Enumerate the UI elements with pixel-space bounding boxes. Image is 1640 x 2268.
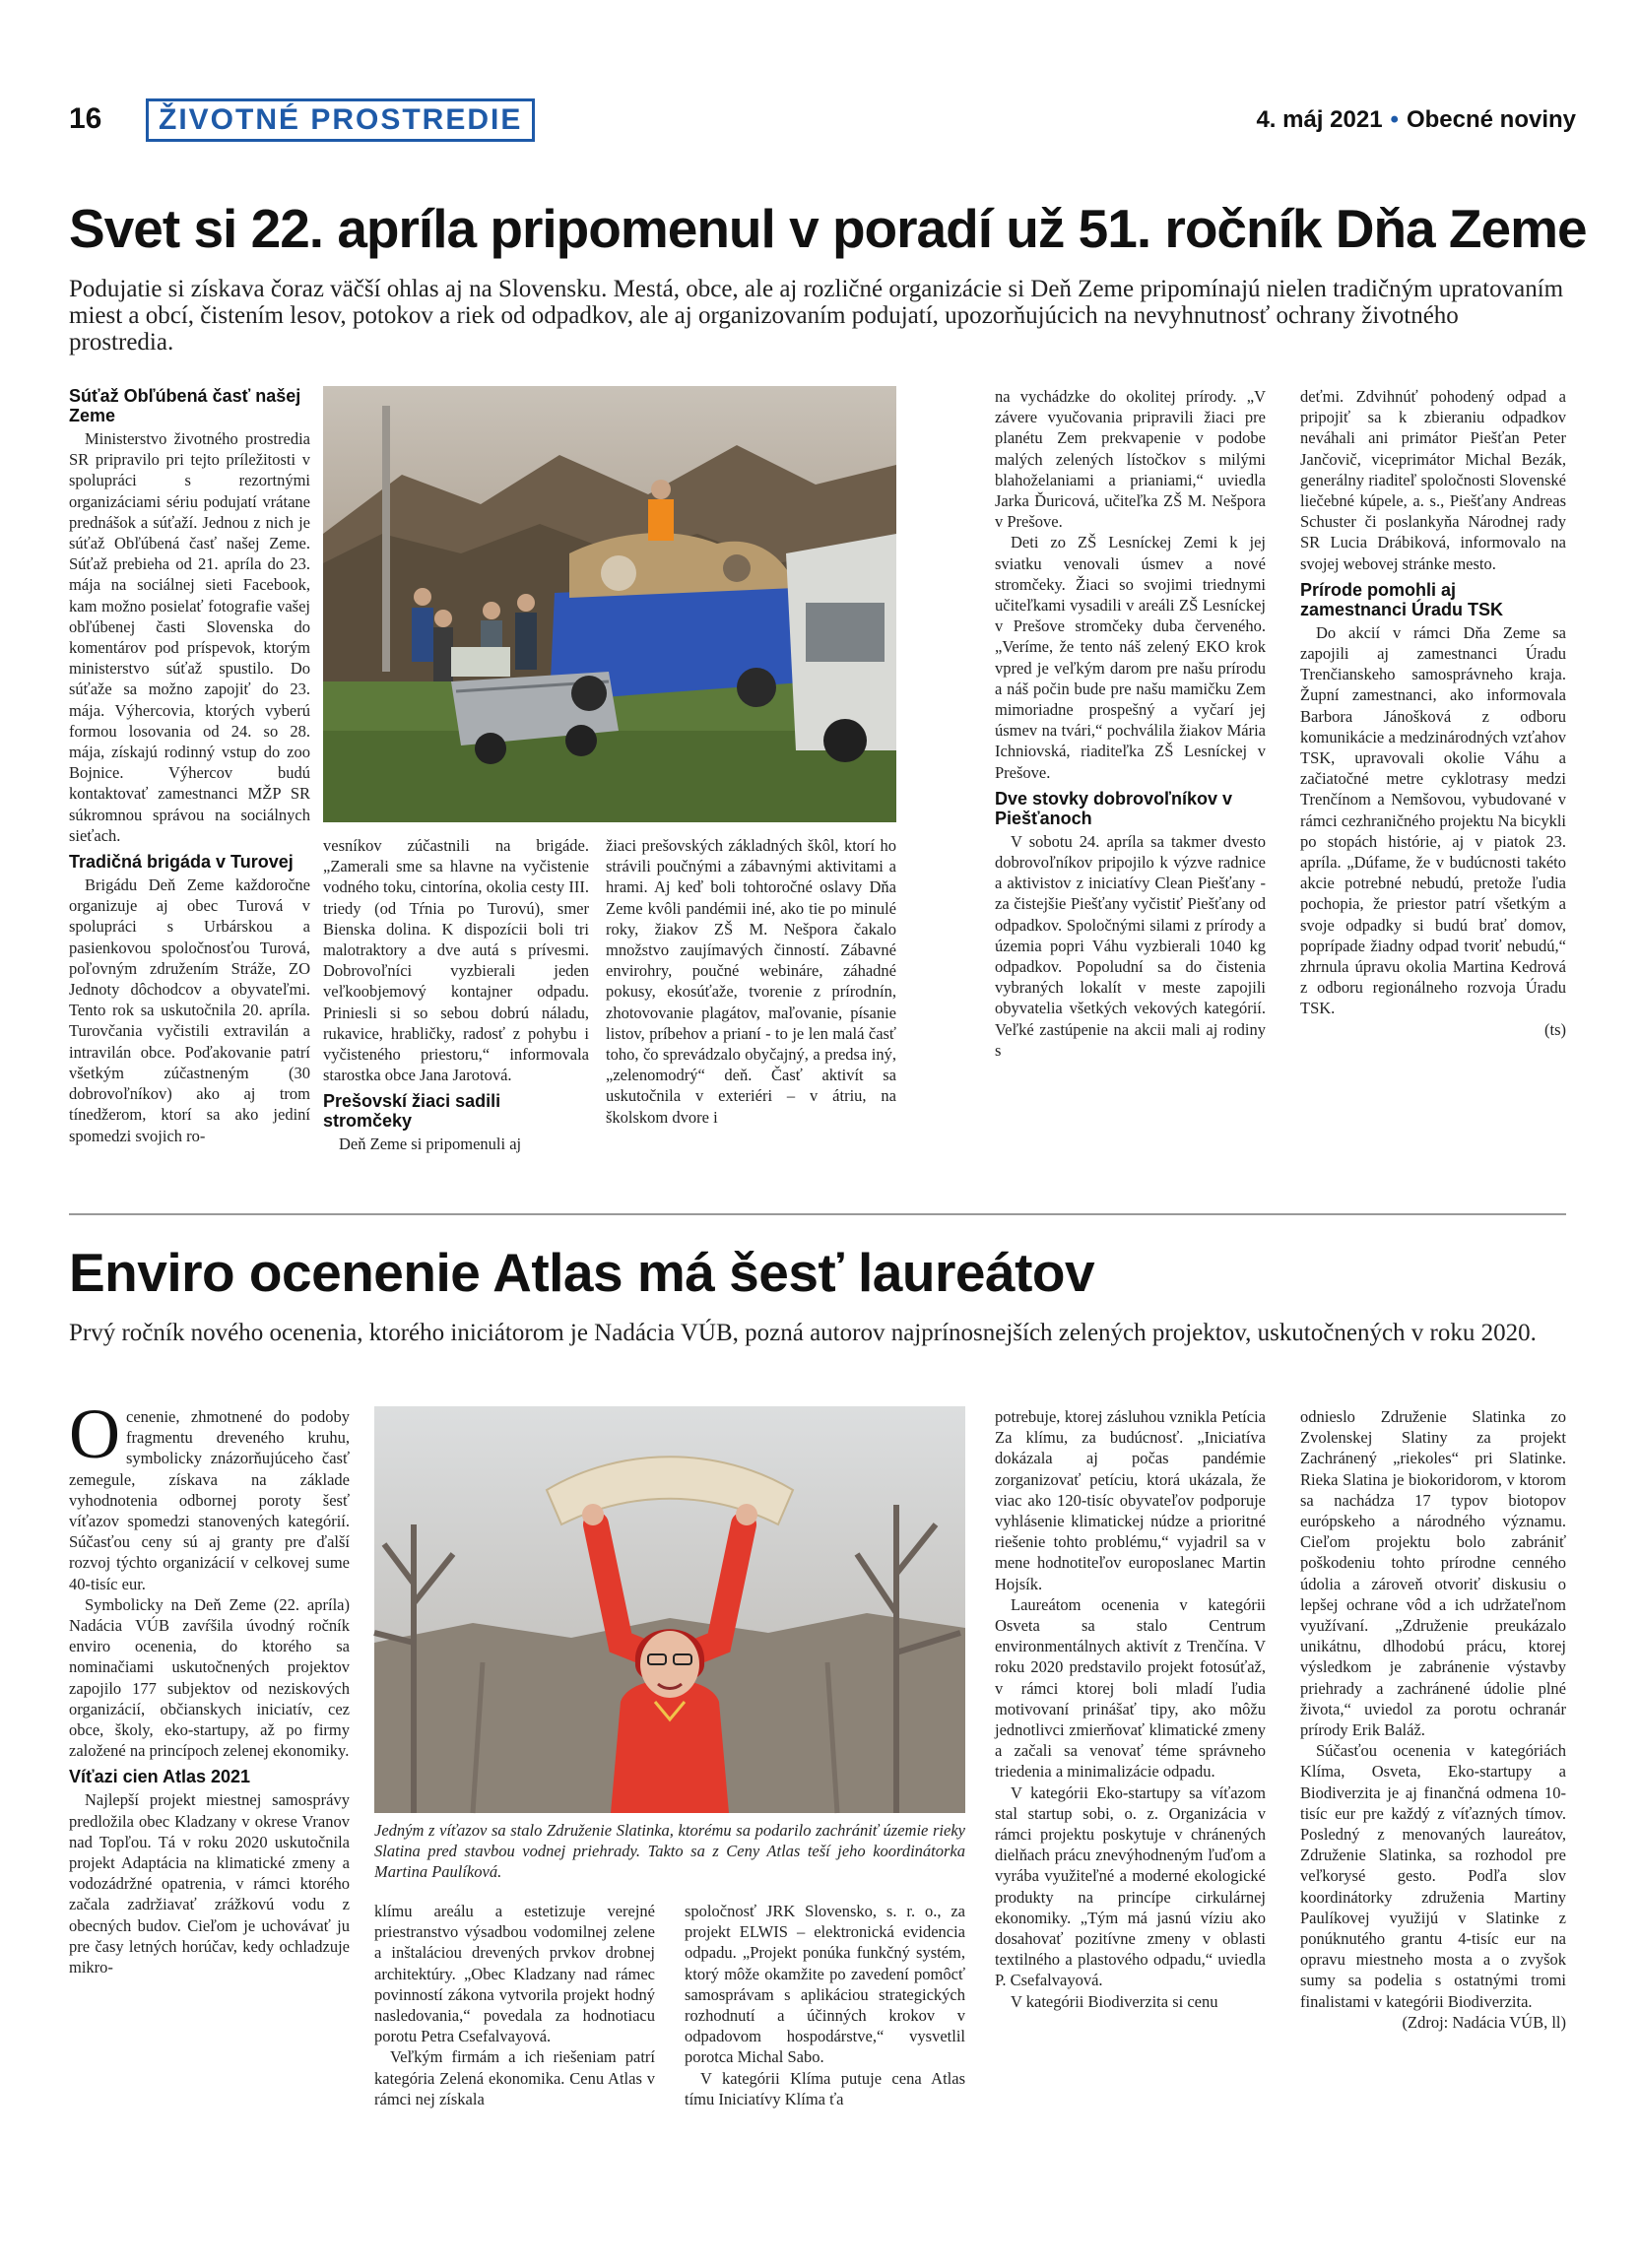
subheading: Víťazi cien Atlas 2021 <box>69 1767 251 1787</box>
paragraph-text: cenenie, zhmotnené do podoby fragmentu dreveného kruhu, symbolicky znázorňujúceho časť zemegule, získava na základe vyhodnotenia odbornej poroty šesť víťazov spomedzi stanovených kategórií. Súčasťou ceny sú aj granty pre ďalší rozvoj týchto organizácií v celkovej sume 40-tisíc eur. <box>69 1407 350 1593</box>
paragraph: vesníkov zúčastnili na brigáde. „Zamerali sme sa hlavne na vyčistenie vodného toku, cintorína, okolia cesty III. triedy (od Tŕnia po Turovú), smer Bienska dolina. K dispozícii boli tri malotraktory a dve autá s prívesmi. Dobrovoľníci vyzbierali jeden veľkoobjemový kontajner odpadu. Priniesli si so sebou dobrú náladu, rukavice, hrabličky, radosť z pohybu i vyčisteného priestoru,“ informovala starostka obce Jana Jarotová. <box>323 836 589 1085</box>
subheading: Dve stovky dobrovoľníkov v Piešťanoch <box>995 788 1233 828</box>
article1-column-1 <box>69 386 310 1203</box>
article1-column-4 <box>995 386 1266 1203</box>
paragraph: Symbolicky na Deň Zeme (22. apríla) Nadácia VÚB zavŕšila úvodný ročník enviro ocenenia, do ktorého sa nominačiami uskutočnených projektov zapojilo 177 subjektov od neziskových organizácií, občianskych iniciatív, cez obce, školy, eko-startupy, až po firmy založené na princípoch zelenej ekonomiky. <box>69 1594 350 1761</box>
article2-lede: Prvý ročník nového ocenenia, ktorého iniciátorom je Nadácia VÚB, pozná autorov najprínosnejších zelených projektov, uskutočnených v roku 2020. <box>69 1320 1537 1346</box>
article2-signature: (Zdroj: Nadácia VÚB, ll) <box>1402 2012 1566 2032</box>
paragraph: Súčasťou ocenenia v kategóriách Klíma, Osveta, Eko-startupy a Biodiverzita je aj finančná odmena 10-tisíc eur pre každý z víťazných tímov. Posledný z menovaných laureátov, Združenie Slatinka, sa rozhodol pre veľkorysé gesto. Podľa slov koordinátorky združenia Martiny Paulíkovej využijú v Slatinke z ponúknutého grantu 4-tisíc eur na opravu miestneho mosta a o zvyšok sumy sa podelia s ostatnými tromi finalistami v kategórii Biodiverzita. <box>1300 1741 1566 2011</box>
paragraph: žiaci prešovských základných škôl, ktorí ho strávili poučnými a zábavnými aktivitami a hrami. Aj keď boli tohtoročné oslavy Dňa Zeme kvôli pandémii iné, ako tie po minulé roky, žiakov ZŠ M. Nešpora čakalo množstvo zaujímavých činností. Zábavné envirohry, poučné webináre, záhadné pokusy, ekosúťaže, tvorenie z prírodnín, zhotovovanie plagátov, maľovanie, písanie listov, príbehov a prianí - to je len malá časť toho, čo sprevádzalo obyčajný, a predsa iný, „zelenomodrý“ deň. Časť aktivít sa uskutočnila v exteriéri – v átriu, na školskom dvore i <box>606 836 896 1127</box>
article1-signature: (ts) <box>1544 1019 1566 1039</box>
section-label: ŽIVOTNÉ PROSTREDIE <box>146 98 535 142</box>
article2-column-2 <box>374 1901 655 2108</box>
paragraph: Deň Zeme si pripomenuli aj <box>339 1134 522 1154</box>
paragraph: V sobotu 24. apríla sa takmer dvesto dobrovoľníkov pripojilo k výzve radnice a aktivistov z iniciatívy Clean Piešťany - za čistejšie Piešťany vyčistiť Piešťany od odpadkov. Spoločnými silami z prírody a územia popri Váhu vyzbierali 1040 kg odpadkov. Popoludní sa do čistenia vybraných lokalít v meste zapojili obyvatelia všetkých vekových kategórií. Veľké zastúpenie na akcii mali aj rodiny s <box>995 831 1266 1060</box>
article2-headline: Enviro ocenenie Atlas má šesť laureátov <box>69 1242 1095 1303</box>
issue-separator: • <box>1390 106 1399 133</box>
paragraph: Veľkým firmám a ich riešeniam patrí kategória Zelená ekonomika. Cenu Atlas v rámci nej získala <box>374 2047 655 2108</box>
paragraph: Deti zo ZŠ Lesníckej Zemi k jej sviatku venovali úsmev a nové stromčeky. Žiaci so svojimi triednymi učiteľkami vysadili v areáli ZŠ Lesníckej v Prešove stromčeky duba červeného. „Veríme, že tento náš zelený EKO krok vpred je veľkým darom pre našu prírodu a náš počin bude pre našu mamičku Zem mimoriadne prospešný a vyčarí jej úsmev na tvári,“ pochválila žiakov Mária Ichniovská, riaditeľka ZŠ Lesníckej v Prešove. <box>995 533 1266 782</box>
publication-name: Obecné noviny <box>1406 106 1576 133</box>
paragraph: potrebuje, ktorej zásluhou vznikla Petícia Za klímu, za budúcnosť. „Iniciatíva dokázala aj počas pandémie zorganizovať petíciu, ktorá ukázala, že viac ako 120-tisíc obyvateľov podporuje vyhlásenie klimatickej núdze a prioritné riešenie tohto problému,“ vyjadril sa v mene hodnotiteľov europoslanec Martin Hojsík. <box>995 1407 1266 1593</box>
paragraph: klímu areálu a estetizuje verejné priestranstvo výsadbou vodomilnej zelene a inštaláciou drevených prvkov drobnej architektúry. „Obec Kladzany nad rámec povinností zákona vytvorila projekt hodný nasledovania,“ povedala za hodnotiacu porotu Petra Csefalvayová. <box>374 1902 655 2046</box>
paragraph: Brigádu Deň Zeme každoročne organizuje aj obec Turová v spolupráci s Urbárskou a pasienkovou spoločnosťou Turová, poľovným združením Stráže, ZO Jednoty dôchodcov a obyvateľmi. Tento rok sa uskutočnila 20. apríla. Turovčania vyčistili extravilán a intravilán obce. Poďakovanie patrí všetkým zúčastneným (30 dobrovoľníkov) ako aj trom tínedžerom, ktorí sa ako jediní spomedzi svojich ro- <box>69 875 310 1145</box>
paragraph: odnieslo Združenie Slatinka zo Zvolenskej Slatiny za projekt Zachránený „riekoles“ pri Slatinke. Rieka Slatina je biokoridorom, v ktorom sa nachádza 17 typov biotopov európskeho a národného významu. Cieľom projektu bolo zabrániť poškodeniu tohto prírodne cenného údolia a zároveň otvoriť diskusiu o lepšej ochrane vôd a ich udržateľnom využívaní. „Združenie preukázalo unikátnu, dlhodobú prácu, ktorej výsledkom je zabránenie výstavby priehrady a zachránené údolie plné života,“ uviedol za porotu ochranár prírody Erik Baláž. <box>1300 1407 1566 1740</box>
cleanup-trailer-photo <box>323 386 896 822</box>
paragraph: spoločnosť JRK Slovensko, s. r. o., za projekt ELWIS – elektronická evidencia odpadu. „Projekt ponúka funkčný systém, ktorý môže okamžite po zavedení pomôcť samosprávam s aplikáciou strategických rozhodnutí a účinných krokov v odpadovom hospodárstve,“ vysvetlil porotca Michal Sabo. <box>685 1902 965 2067</box>
paragraph <box>69 1394 350 1594</box>
paragraph: V kategórii Eko-startupy sa víťazom stal startup sobi, o. z. Organizácia v rámci projektu poskytuje v chránených dielňach prácu znevýhodneným ľuďom a vyrába využiteľné a moderné ekologické produkty na princípe cirkulárnej ekonomiky. „Tým má jasnú víziu ako dosahovať pozitívne zmeny v oblasti textilného a plastového odpadu,“ uviedla P. Csefalvayová. <box>995 1782 1266 1990</box>
drop-cap: O <box>69 1394 120 1473</box>
article2-column-4 <box>995 1406 1266 2096</box>
page-number: 16 <box>69 102 102 135</box>
paragraph: Ministerstvo životného prostredia SR pripravilo pri tejto príležitosti v spolupráci s rezortnými organizáciami sériu podujatí vrátane prednášok a súťaží. Jednou z nich je súťaž Obľúbená časť našej Zeme. Súťaž prebieha od 21. apríla do 23. mája na sociálnej sieti Facebook, kam možno posielať fotografie vašej obľúbenej časti Slovenska do komentárov pod príspevok, ktorým ministerstvo súťaž spustilo. Do súťaže sa možno zapojiť do 23. mája. Výhercovia, ktorých vyberú formou losovania od 24. so 28. mája, získajú rodinný vstup do zoo Bojnice. Výhercov budú kontaktovať zamestnanci MŽP SR súkromnou správou na sociálnych sieťach. <box>69 429 310 845</box>
issue-info <box>1256 106 1576 134</box>
atlas-award-photo <box>374 1406 965 1813</box>
paragraph: na vychádzke do okolitej prírody. „V závere vyučovania pripravili žiaci pre planétu Zem prekvapenie v podobe malých zelených lístočkov s milými blahoželaniami a prianiami,“ uviedla Jarka Ďuricová, učiteľka ZŠ M. Nešpora v Prešove. <box>995 387 1266 532</box>
article2-column-5 <box>1300 1406 1566 2096</box>
article1-headline: Svet si 22. apríla pripomenul v poradí už 51. ročník Dňa Zeme <box>69 198 1587 259</box>
paragraph: Laureátom ocenenia v kategórii Osveta sa stalo Centrum environmentálnych aktivít z Trenčína. V roku 2020 predstavilo projekt fotosúťaž, v rámci ktorej boli mladí ľudia motivovaní prinášať tipy, ako môžu jednotlivci zmierňovať klimatické zmeny a začali sa venovať téme správneho triedenia a minimalizácie odpadu. <box>995 1594 1266 1782</box>
issue-date: 4. máj 2021 <box>1256 106 1383 133</box>
page-header <box>69 98 1576 146</box>
subheading: Tradičná brigáda v Turovej <box>69 852 294 873</box>
subheading: Súťaž Obľúbená časť našej Zeme <box>69 386 301 425</box>
photo-caption: Jedným z víťazov sa stalo Združenie Slatinka, ktorému sa podarilo zachrániť územie rieky Slatina pred stavbou vodnej priehrady. Takto sa z Ceny Atlas teší jeho koordinátorka Martina Paulíková. <box>374 1821 965 1881</box>
paragraph: Do akcií v rámci Dňa Zeme sa zapojili aj zamestnanci Úradu Trenčianskeho samosprávneho kraja. Župní zamestnanci, ako informovala Barbora Jánošková z odboru komunikácie a medzinárodných vzťahov TSK, upravovali okolie Váhu a začiatočné metre cyklotrasy medzi Trenčínom a Nemšovou, vybudované v rámci cezhraničného projektu Na bicykli po stopách histórie, aj v piatok 23. apríla. „Dúfame, že v budúcnosti takéto akcie potrebné nebudú, pretože ľudia pochopia, že priestor patrí všetkým a svoje odpadky si budú brať domov, poprípade žiadny odpad tvoriť nebudú,“ zhrnula úpravu okolia Martina Kedrová z odboru regionálneho rozvoja Úradu TSK. <box>1300 622 1566 1018</box>
article1-column-3 <box>606 835 896 1204</box>
subheading: Prírode pomohli aj zamestnanci Úradu TSK <box>1300 579 1504 619</box>
paragraph: V kategórii Biodiverzita si cenu <box>1011 1991 1218 2011</box>
article1-column-5 <box>1300 386 1566 1203</box>
article2-column-1 <box>69 1394 350 2096</box>
article1-lede: Podujatie si získava čoraz väčší ohlas aj na Slovensku. Mestá, obce, ale aj rozličné organizácie si Deň Zeme pripomínajú nielen tradičným upratovaním miest a obcí, čistením lesov, potokov a riek od odpadkov, ale aj organizovaním podujatí, upozorňujúcich na nevyhnutnosť ochrany životného prostredia. <box>69 276 1564 356</box>
paragraph: Najlepší projekt miestnej samosprávy predložila obec Kladzany v okrese Vranov nad Topľou. Tá v roku 2020 uskutočnila projekt Adaptácia na klimatické zmeny a vodozádržné opatrenia, v rámci ktorého začala zadržiavať zrážkovú vodu z obecných budov. Cieľom je uchovávať ju pre časy letných horúčav, kedy ochladzuje mikro- <box>69 1790 350 1977</box>
article1-column-2 <box>323 835 589 1204</box>
paragraph: deťmi. Zdvihnúť pohodený odpad a pripojiť sa k zbieraniu odpadkov neváhali ani primátor Piešťan Peter Jančovič, viceprimátor Michal Bezák, generálny riaditeľ spoločnosti Slovenské liečebné kúpele, a. s., Piešťany Andreas Schuster či poslankyňa Národnej rady SR Lucia Drábiková, informovalo na svojej webovej stránke mesto. <box>1300 387 1566 573</box>
subheading: Prešovskí žiaci sadili stromčeky <box>323 1091 501 1132</box>
paragraph: V kategórii Klíma putuje cena Atlas tímu Iniciatívy Klíma ťa <box>685 2068 965 2108</box>
article2-column-3 <box>685 1901 965 2108</box>
article-divider <box>69 1213 1566 1215</box>
